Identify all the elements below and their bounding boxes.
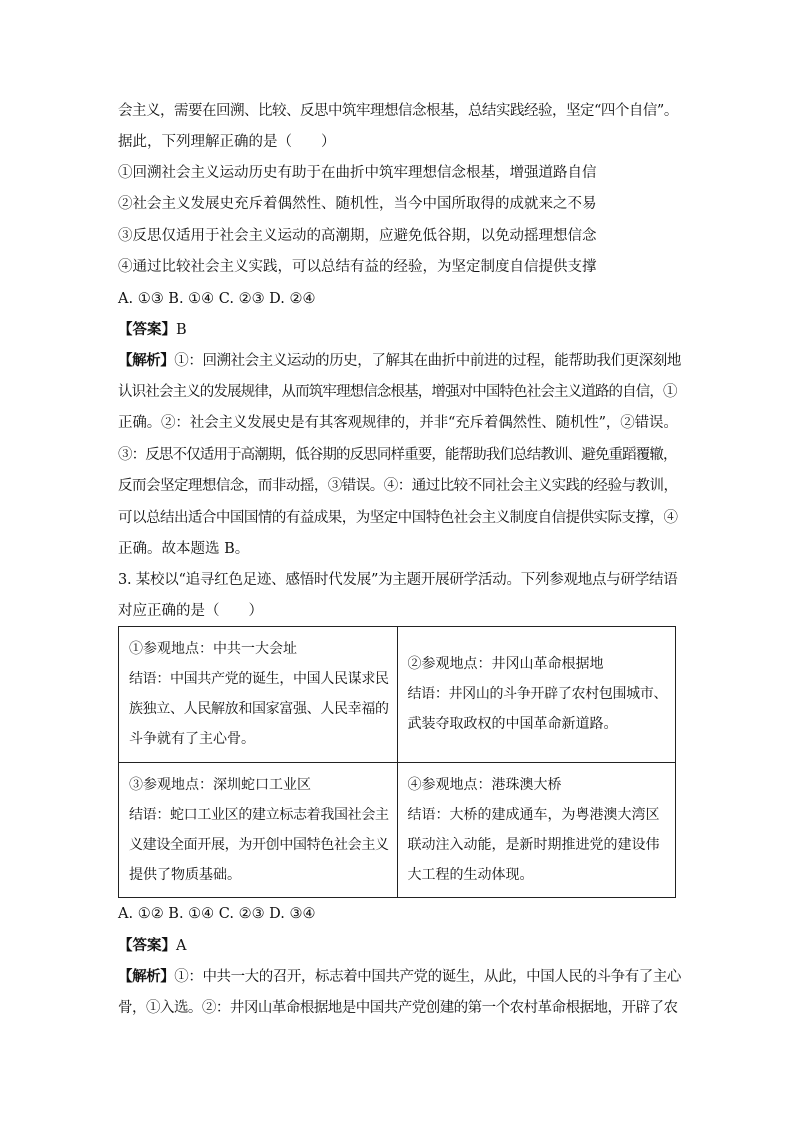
q2-analysis-line-3: 正确。②：社会主义发展史是有其客观规律的，并非“充斥着偶然性、随机性”，②错误。 [118, 415, 678, 431]
q2-stem-line-2: 据此，下列理解正确的是（ ） [118, 134, 336, 150]
q3-analysis-tag: 【解析】 [118, 968, 175, 985]
q2-answer: B [176, 322, 187, 338]
cell3-line-2: 义建设全面开展，为开创中国特色社会主义 [129, 836, 389, 853]
q3-choices: A. ①② B. ①④ C. ②③ D. ③④ [118, 906, 316, 922]
q2-analysis-line-7: 正确。故本题选 B。 [118, 541, 250, 557]
q2-analysis-line-4: ③：反思不仅适用于高潮期，低谷期的反思同样重要，能帮助我们总结教训、避免重蹈覆辙， [118, 447, 677, 463]
q2-analysis-line-1 [118, 351, 681, 371]
q2-analysis-line-6: 可以总结出适合中国国情的有益成果，为坚定中国特色社会主义制度自信提供实际支撑，④ [118, 510, 678, 526]
q2-option-4: ④通过比较社会主义实践，可以总结有益的经验，为坚定制度自信提供支撑 [118, 259, 597, 275]
q3-site-table [118, 626, 676, 898]
cell3-site: ③参观地点：深圳蛇口工业区 [129, 776, 311, 793]
cell3-line-3: 提供了物质基础。 [129, 866, 241, 883]
q2-analysis-tag: 【解析】 [118, 352, 175, 369]
table-cell-2 [397, 627, 676, 763]
q2-choices: A. ①③ B. ①④ C. ②③ D. ②④ [118, 291, 316, 307]
q3-stem-line-2: 对应正确的是（ ） [118, 603, 263, 619]
table-cell-1 [119, 627, 398, 763]
table-cell-4 [397, 762, 676, 898]
cell1-site: ①参观地点：中共一大会址 [129, 641, 297, 658]
cell1-line-2: 族独立、人民解放和国家富强、人民幸福的 [129, 701, 389, 718]
q3-analysis-line-1 [118, 967, 681, 987]
cell4-site: ④参观地点：港珠澳大桥 [407, 776, 562, 793]
q3-answer-tag: 【答案】 [118, 937, 176, 954]
q2-answer-line [118, 320, 678, 340]
cell3-line-1: 结语：蛇口工业区的建立标志着我国社会主 [129, 806, 389, 823]
cell2-site: ②参观地点：井冈山革命根据地 [407, 656, 604, 673]
cell4-line-1: 结语：大桥的建成通车，为粤港澳大湾区 [407, 806, 660, 823]
q3-analysis-text-1: ①：中共一大的召开，标志着中国共产党的诞生，从此，中国人民的斗争有了主心 [174, 969, 681, 985]
table-row [119, 762, 676, 898]
cell2-line-1: 结语：井冈山的斗争开辟了农村包围城市、 [407, 686, 668, 703]
cell1-line-1: 结语：中国共产党的诞生，中国人民谋求民 [129, 671, 389, 688]
cell2-line-2: 武装夺取政权的中国革命新道路。 [407, 716, 618, 733]
q2-option-3: ③反思仅适用于社会主义运动的高潮期，应避免低谷期，以免动摇理想信念 [118, 228, 597, 244]
cell1-line-3: 斗争就有了主心骨。 [129, 731, 255, 748]
cell4-line-3: 大工程的生动体现。 [407, 866, 534, 883]
q2-option-1: ①回溯社会主义运动历史有助于在曲折中筑牢理想信念根基，增强道路自信 [118, 165, 597, 181]
table-cell-3 [119, 762, 398, 898]
table-row [119, 627, 676, 763]
q2-analysis-line-5: 反而会坚定理想信念，而非动摇，③错误。④：通过比较不同社会主义实践的经验与教训， [118, 478, 678, 494]
q2-analysis-text-1: ①：回溯社会主义运动的历史，了解其在曲折中前进的过程，能帮助我们更深刻地 [174, 353, 681, 369]
q2-answer-tag: 【答案】 [118, 321, 176, 338]
q2-analysis-line-2: 认识社会主义的发展规律，从而筑牢理想信念根基，增强对中国特色社会主义道路的自信，① [118, 384, 677, 400]
cell4-line-2: 联动注入动能，是新时期推进党的建设伟 [407, 836, 660, 853]
q2-stem-line-1: 会主义，需要在回溯、比较、反思中筑牢理想信念根基，总结实践经验，坚定“四个自信”。 [118, 103, 678, 119]
q3-analysis-line-2: 骨，①入选。②：井冈山革命根据地是中国共产党创建的第一个农村革命根据地，开辟了农 [118, 1000, 678, 1016]
q3-answer-line [118, 936, 678, 956]
q3-stem-line-1: 3. 某校以“追寻红色足迹、感悟时代发展”为主题开展研学活动。下列参观地点与研学结语 [118, 572, 678, 588]
q3-answer: A [176, 938, 187, 954]
q2-option-2: ②社会主义发展史充斥着偶然性、随机性，当今中国所取得的成就来之不易 [118, 196, 597, 212]
